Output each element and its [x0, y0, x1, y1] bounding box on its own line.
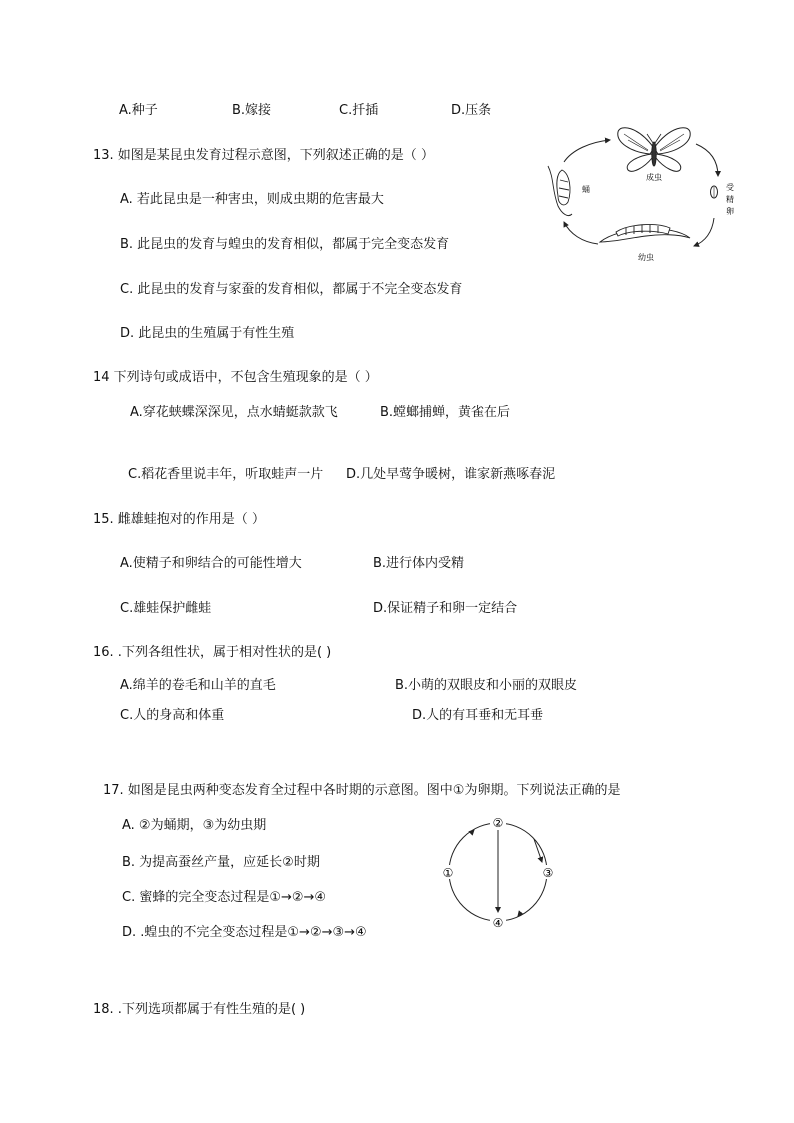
arrow-pupa-to-adult [564, 140, 610, 162]
q17-stem: 17. 如图是昆虫两种变态发育全过程中各时期的示意图。图中①为卵期。下列说法正确的是 [103, 783, 621, 798]
q14-option-d: D.几处早莺争暖树，谁家新燕啄春泥 [346, 467, 556, 482]
egg-label-1: 受 [726, 183, 734, 192]
q18-stem: 18. .下列选项都属于有性生殖的是( ) [93, 1002, 306, 1017]
q17-option-c: C. 蜜蜂的完全变态过程是①→②→④ [122, 890, 327, 905]
arrow-2-to-3 [534, 839, 542, 862]
pupa-label: 蛹 [582, 185, 590, 194]
q12-option-a: A.种子 [119, 103, 158, 118]
q13-stem: 13. 如图是某昆虫发育过程示意图，下列叙述正确的是（ ） [93, 148, 434, 163]
q16-option-b: B.小萌的双眼皮和小丽的双眼皮 [395, 678, 578, 693]
q17-option-d: D. .蝗虫的不完全变态过程是①→②→③→④ [122, 925, 367, 940]
egg-label-2: 精 [726, 195, 734, 204]
larva-icon [600, 225, 690, 242]
q15-option-a: A.使精子和卵结合的可能性增大 [120, 556, 302, 571]
q15-option-d: D.保证精子和卵一定结合 [373, 601, 518, 616]
metamorphosis-cycle-figure [438, 812, 558, 932]
pupa-icon [548, 166, 572, 216]
node-3: ③ [542, 866, 554, 880]
arrow-larva-to-pupa [564, 222, 598, 244]
q14-option-c: C.稻花香里说丰年，听取蛙声一片 [128, 467, 324, 482]
larva-label: 幼虫 [638, 253, 654, 262]
node-2: ② [492, 816, 504, 830]
arrow-3-to-4 [518, 888, 541, 916]
arrow-1-to-2 [458, 830, 474, 846]
q13-option-d: D. 此昆虫的生殖属于有性生殖 [120, 326, 295, 341]
q12-option-b: B.嫁接 [232, 103, 272, 118]
q14-option-a: A.穿花蛱蝶深深见，点水蜻蜓款款飞 [130, 405, 338, 420]
q16-option-d: D.人的有耳垂和无耳垂 [412, 708, 544, 723]
q17-option-a: A. ②为蛹期，③为幼虫期 [122, 818, 267, 833]
q15-option-c: C.雄蛙保护雌蛙 [120, 601, 212, 616]
egg-label-3: 卵 [726, 207, 734, 216]
q16-option-c: C.人的身高和体重 [120, 708, 225, 723]
q16-stem: 16. .下列各组性状，属于相对性状的是( ) [93, 645, 332, 660]
q12-option-c: C.扦插 [339, 103, 379, 118]
q17-option-b: B. 为提高蚕丝产量，应延长②时期 [122, 855, 320, 870]
q15-stem: 15. 雌雄蛙抱对的作用是（ ） [93, 512, 265, 527]
arrow-adult-to-egg [696, 144, 718, 176]
q13-option-b: B. 此昆虫的发育与蝗虫的发育相似，都属于完全变态发育 [120, 237, 450, 252]
q14-stem: 14 下列诗句或成语中，不包含生殖现象的是（ ） [93, 370, 378, 385]
adult-label: 成虫 [646, 173, 662, 182]
insect-life-cycle-figure [538, 118, 744, 270]
butterfly-icon [618, 128, 690, 172]
node-1: ① [442, 866, 454, 880]
q16-option-a: A.绵羊的卷毛和山羊的直毛 [120, 678, 276, 693]
arrow-egg-to-larva [694, 218, 714, 246]
node-4: ④ [492, 916, 504, 930]
q13-option-c: C. 此昆虫的发育与家蚕的发育相似，都属于不完全变态发育 [120, 282, 463, 297]
q15-option-b: B.进行体内受精 [373, 556, 465, 571]
q13-option-a: A. 若此昆虫是一种害虫，则成虫期的危害最大 [120, 192, 384, 207]
q12-option-d: D.压条 [451, 103, 492, 118]
q14-option-b: B.螳螂捕蝉，黄雀在后 [380, 405, 511, 420]
